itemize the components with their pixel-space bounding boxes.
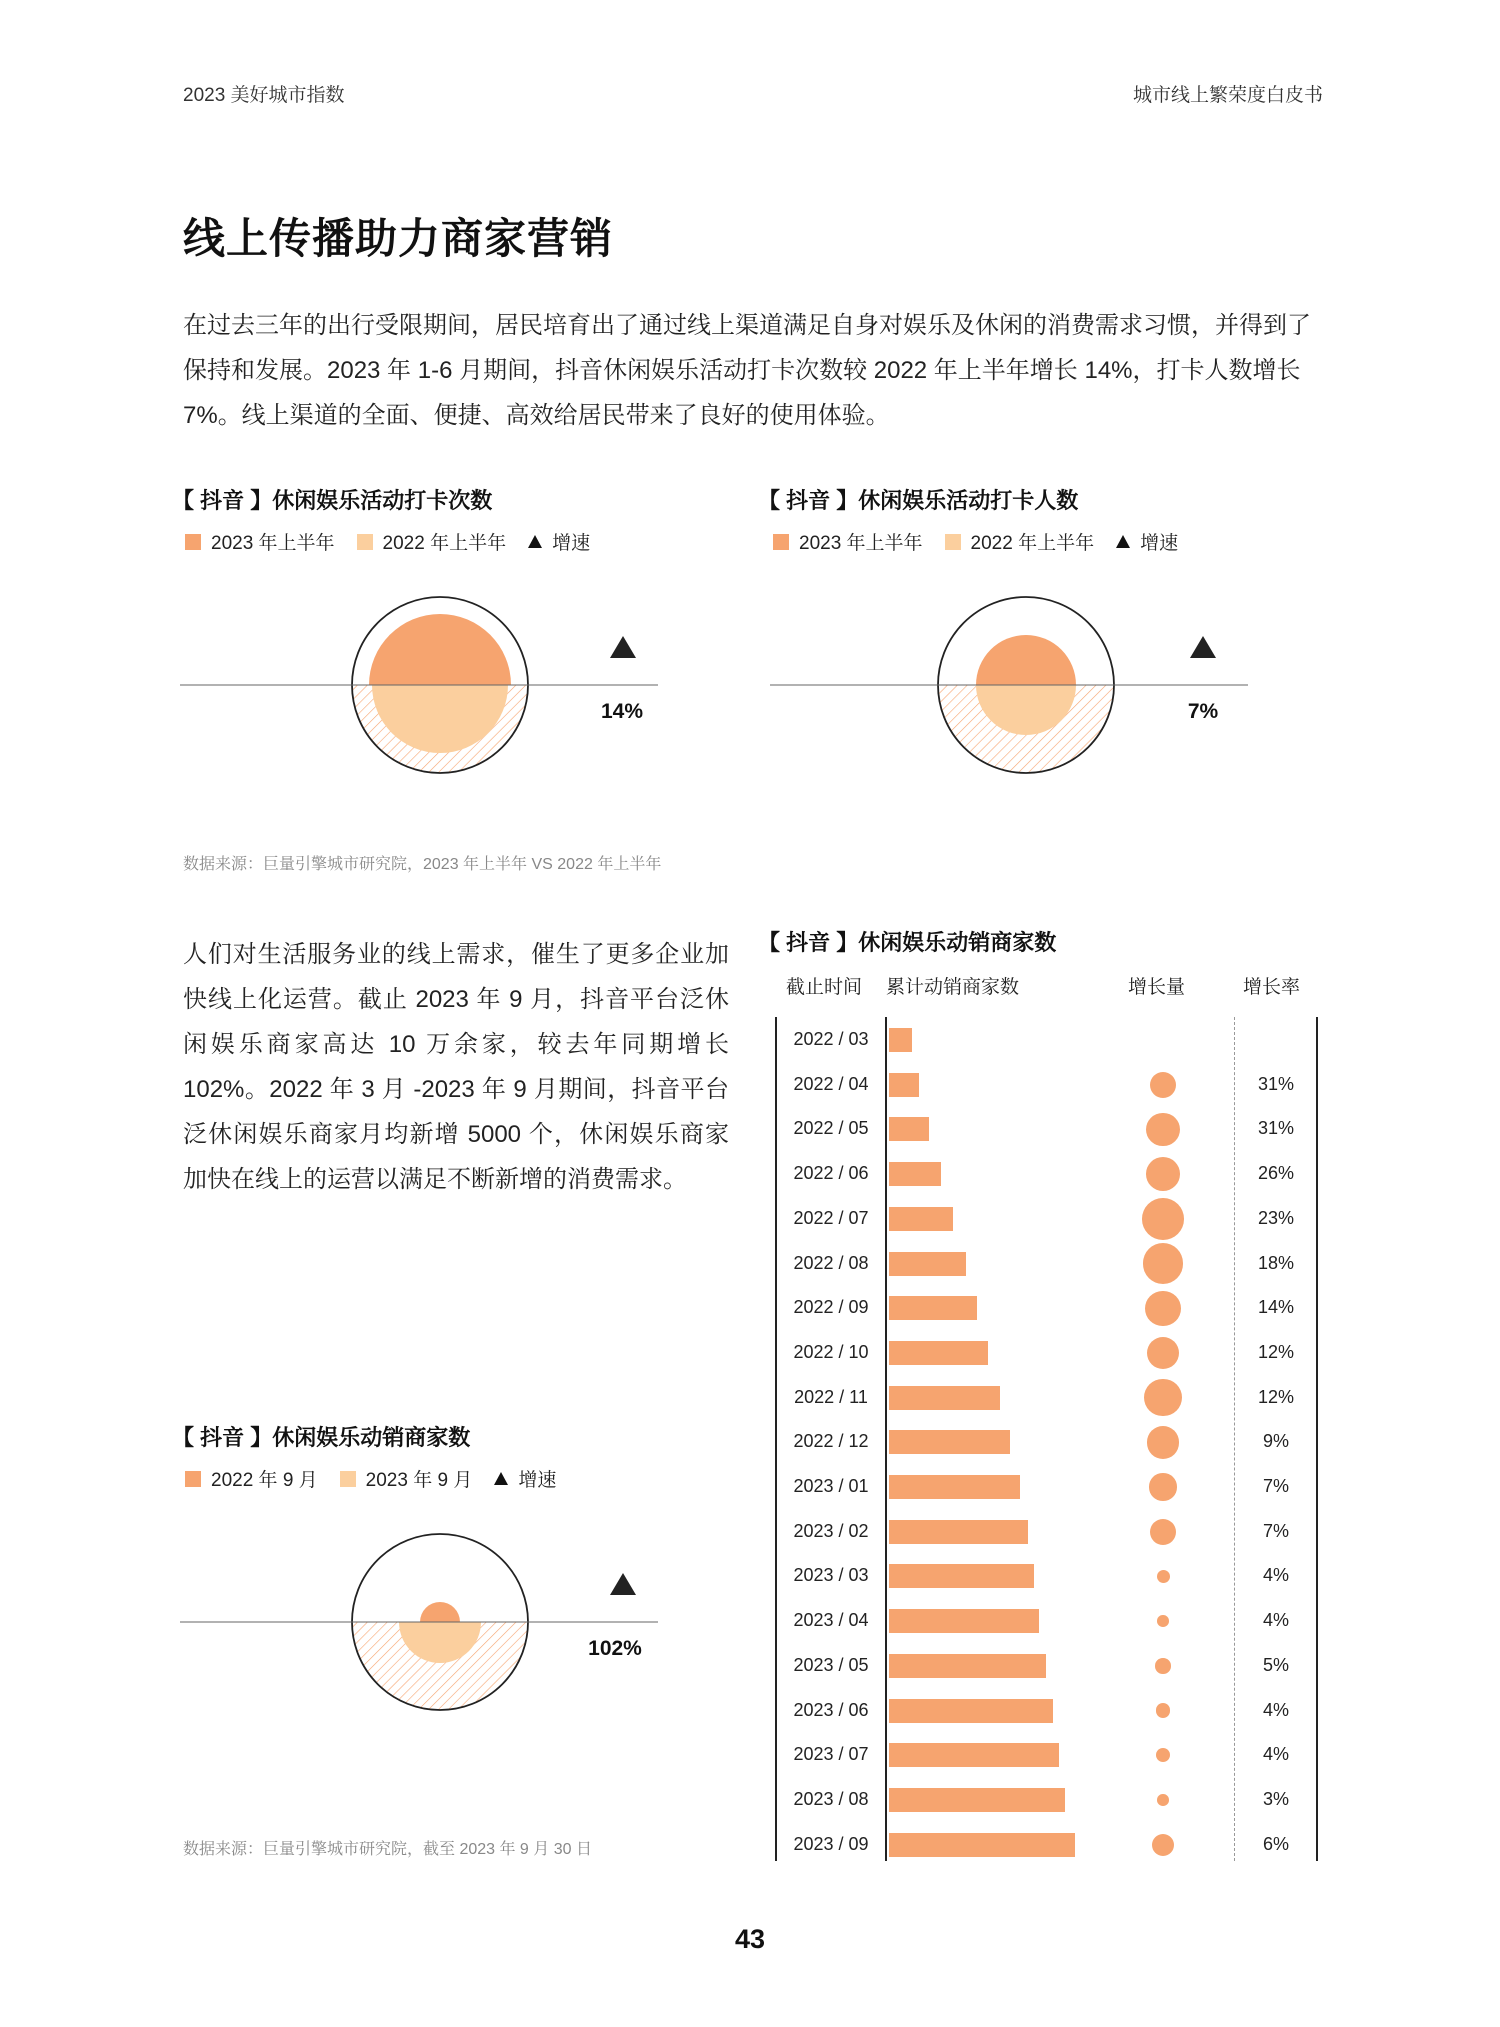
increase-bubble xyxy=(1157,1615,1169,1627)
chart3-legend xyxy=(185,1465,578,1492)
growth-rate: 26% xyxy=(1257,1163,1295,1184)
merchant-count-bar xyxy=(889,1699,1053,1723)
increase-bubble xyxy=(1147,1337,1180,1370)
triangle-icon xyxy=(1116,535,1130,548)
chart1-title: 【 抖音 】休闲娱乐活动打卡次数 xyxy=(172,488,493,513)
legend-label: 增速 xyxy=(518,1470,557,1491)
row-date: 2022 / 11 xyxy=(794,1386,868,1407)
growth-rate: 7% xyxy=(1262,1476,1289,1496)
column-header-increase: 增长量 xyxy=(1128,977,1186,998)
growth-rate: 31% xyxy=(1257,1118,1295,1139)
growth-rate: 12% xyxy=(1257,1386,1295,1407)
row-date: 2022 / 03 xyxy=(793,1029,869,1049)
row-date: 2023 / 01 xyxy=(793,1476,869,1496)
merchant-count-bar xyxy=(889,1296,977,1320)
legend-label: 增速 xyxy=(552,533,591,554)
chart2-title: 【 抖音 】休闲娱乐活动打卡人数 xyxy=(758,488,1079,513)
column-header-date: 截止时间 xyxy=(786,977,863,998)
body-paragraph: 人们对生活服务业的线上需求，催生了更多企业加快线上化运营。截止 2023 年 9 月，抖音平台泛休闲娱乐商家高达 10 万余家，较去年同期增长 102%。2022 年 3 月 -2023 年 9 月期间，抖音平台泛休闲娱乐商家月均新增 5000 个，休闲娱乐商家加快在线上的运营以满足不断新增的消费需求。 xyxy=(183,941,729,1193)
row-date: 2022 / 07 xyxy=(793,1207,869,1228)
increase-bubble xyxy=(1157,1570,1170,1583)
chart3-circle-diagram xyxy=(180,1522,670,1722)
legend-label: 2023 年上半年 xyxy=(799,533,923,554)
merchant-count-bar xyxy=(889,1430,1010,1454)
column-header-rate: 增长率 xyxy=(1243,977,1301,998)
merchant-count-bar xyxy=(889,1341,988,1365)
bar-axis xyxy=(885,1017,887,1861)
row-date: 2023 / 07 xyxy=(793,1744,869,1765)
increase-bubble xyxy=(1152,1834,1174,1856)
legend-swatch-2022 xyxy=(945,534,961,550)
data-source: 数据来源：巨量引擎城市研究院，2023 年上半年 VS 2022 年上半年 xyxy=(183,856,662,873)
increase-bubble xyxy=(1156,1703,1170,1717)
header-left: 2023 美好城市指数 xyxy=(183,85,345,106)
row-date: 2023 / 03 xyxy=(793,1565,869,1586)
data-source: 数据来源：巨量引擎城市研究院，截至 2023 年 9 月 30 日 xyxy=(183,1841,592,1858)
chart3-title: 【 抖音 】休闲娱乐动销商家数 xyxy=(172,1425,471,1450)
legend-swatch-2022 xyxy=(357,534,373,550)
legend-label: 2022 年 9 月 xyxy=(211,1470,318,1491)
legend-swatch-2023 xyxy=(185,534,201,550)
row-date: 2023 / 04 xyxy=(793,1610,869,1631)
merchant-count-bar xyxy=(889,1252,966,1276)
merchant-count-bar xyxy=(889,1162,941,1186)
page-title: 线上传播助力商家营销 xyxy=(183,215,614,262)
chart2-legend xyxy=(773,528,1200,555)
row-date: 2022 / 06 xyxy=(793,1163,869,1184)
page-number: 43 xyxy=(734,1924,766,1954)
row-date: 2022 / 04 xyxy=(793,1073,869,1094)
chart3-growth: 102% xyxy=(588,1637,642,1660)
row-date: 2023 / 02 xyxy=(793,1520,869,1541)
chart2-growth: 7% xyxy=(1187,700,1219,723)
triangle-icon xyxy=(528,535,542,548)
row-date: 2023 / 08 xyxy=(793,1788,869,1809)
chart1-circle-diagram xyxy=(180,585,670,785)
increase-bubble xyxy=(1144,1379,1182,1417)
growth-rate: 12% xyxy=(1257,1341,1295,1362)
legend-swatch-2022-09 xyxy=(185,1471,201,1487)
increase-bubble xyxy=(1156,1748,1170,1762)
increase-bubble xyxy=(1145,1291,1180,1326)
growth-rate: 14% xyxy=(1257,1297,1295,1318)
row-date: 2022 / 09 xyxy=(793,1297,869,1318)
growth-rate: 23% xyxy=(1257,1207,1295,1228)
table-right-border xyxy=(1316,1017,1318,1861)
merchant-count-bar xyxy=(889,1609,1039,1633)
column-header-merchants: 累计动销商家数 xyxy=(886,977,1020,998)
triangle-icon xyxy=(610,636,636,658)
intro-paragraph: 在过去三年的出行受限期间，居民培育出了通过线上渠道满足自身对娱乐及休闲的消费需求习惯，并得到了保持和发展。2023 年 1-6 月期间，抖音休闲娱乐活动打卡次数较 2022 年上半年增长 14%，打卡人数增长 7%。线上渠道的全面、便捷、高效给居民带来了良好的使用体验。 xyxy=(183,312,1311,429)
merchant-count-bar xyxy=(889,1833,1075,1857)
growth-rate: 4% xyxy=(1262,1744,1289,1765)
table-left-border xyxy=(775,1017,777,1861)
growth-rate: 4% xyxy=(1262,1610,1289,1631)
increase-bubble xyxy=(1150,1072,1176,1098)
legend-label: 增速 xyxy=(1140,533,1179,554)
triangle-icon xyxy=(610,1573,636,1595)
row-date: 2022 / 05 xyxy=(793,1118,869,1139)
chart1-legend xyxy=(185,528,612,555)
merchant-count-bar xyxy=(889,1520,1028,1544)
row-date: 2023 / 05 xyxy=(793,1654,869,1675)
growth-rate: 6% xyxy=(1262,1833,1289,1854)
growth-rate: 4% xyxy=(1262,1699,1289,1720)
header-right: 城市线上繁荣度白皮书 xyxy=(1132,85,1323,106)
legend-label: 2023 年上半年 xyxy=(211,533,335,554)
row-date: 2023 / 09 xyxy=(793,1833,869,1854)
merchant-count-bar xyxy=(889,1073,919,1097)
table-chart-title: 【 抖音 】休闲娱乐动销商家数 xyxy=(758,930,1057,955)
merchant-count-bar xyxy=(889,1788,1065,1812)
legend-swatch-2023 xyxy=(773,534,789,550)
merchant-count-bar xyxy=(889,1386,1000,1410)
growth-rate: 4% xyxy=(1262,1565,1289,1586)
merchant-count-bar xyxy=(889,1028,912,1052)
increase-bubble xyxy=(1142,1198,1184,1240)
increase-bubble xyxy=(1157,1794,1169,1806)
increase-bubble xyxy=(1146,1157,1180,1191)
growth-rate: 9% xyxy=(1262,1431,1289,1452)
growth-rate: 18% xyxy=(1257,1252,1295,1273)
growth-rate: 31% xyxy=(1257,1073,1295,1094)
merchant-count-bar xyxy=(889,1654,1046,1678)
chart1-growth: 14% xyxy=(600,700,644,723)
growth-rate: 5% xyxy=(1262,1654,1289,1675)
increase-bubble xyxy=(1155,1658,1171,1674)
row-date: 2023 / 06 xyxy=(793,1699,869,1720)
merchant-count-bar xyxy=(889,1475,1020,1499)
increase-bubble xyxy=(1147,1426,1180,1459)
increase-bubble xyxy=(1149,1473,1176,1500)
legend-label: 2023 年 9 月 xyxy=(365,1470,473,1491)
merchant-count-bar xyxy=(889,1743,1059,1767)
row-date: 2022 / 12 xyxy=(793,1431,869,1452)
row-date: 2022 / 08 xyxy=(793,1252,869,1273)
divider-dashed xyxy=(1234,1017,1235,1861)
merchant-count-bar xyxy=(889,1117,929,1141)
legend-swatch-2023-09 xyxy=(340,1471,356,1487)
increase-bubble xyxy=(1143,1243,1183,1283)
merchant-count-bar xyxy=(889,1564,1034,1588)
legend-label: 2022 年上半年 xyxy=(382,533,507,554)
row-date: 2022 / 10 xyxy=(793,1341,869,1362)
growth-rate: 3% xyxy=(1262,1788,1289,1809)
increase-bubble xyxy=(1146,1113,1180,1147)
increase-bubble xyxy=(1150,1519,1176,1545)
triangle-icon xyxy=(1190,636,1216,658)
triangle-icon xyxy=(494,1472,508,1485)
legend-label: 2022 年上半年 xyxy=(970,533,1095,554)
growth-rate: 7% xyxy=(1262,1520,1289,1541)
merchant-count-bar xyxy=(889,1207,953,1231)
chart2-circle-diagram xyxy=(770,585,1260,785)
